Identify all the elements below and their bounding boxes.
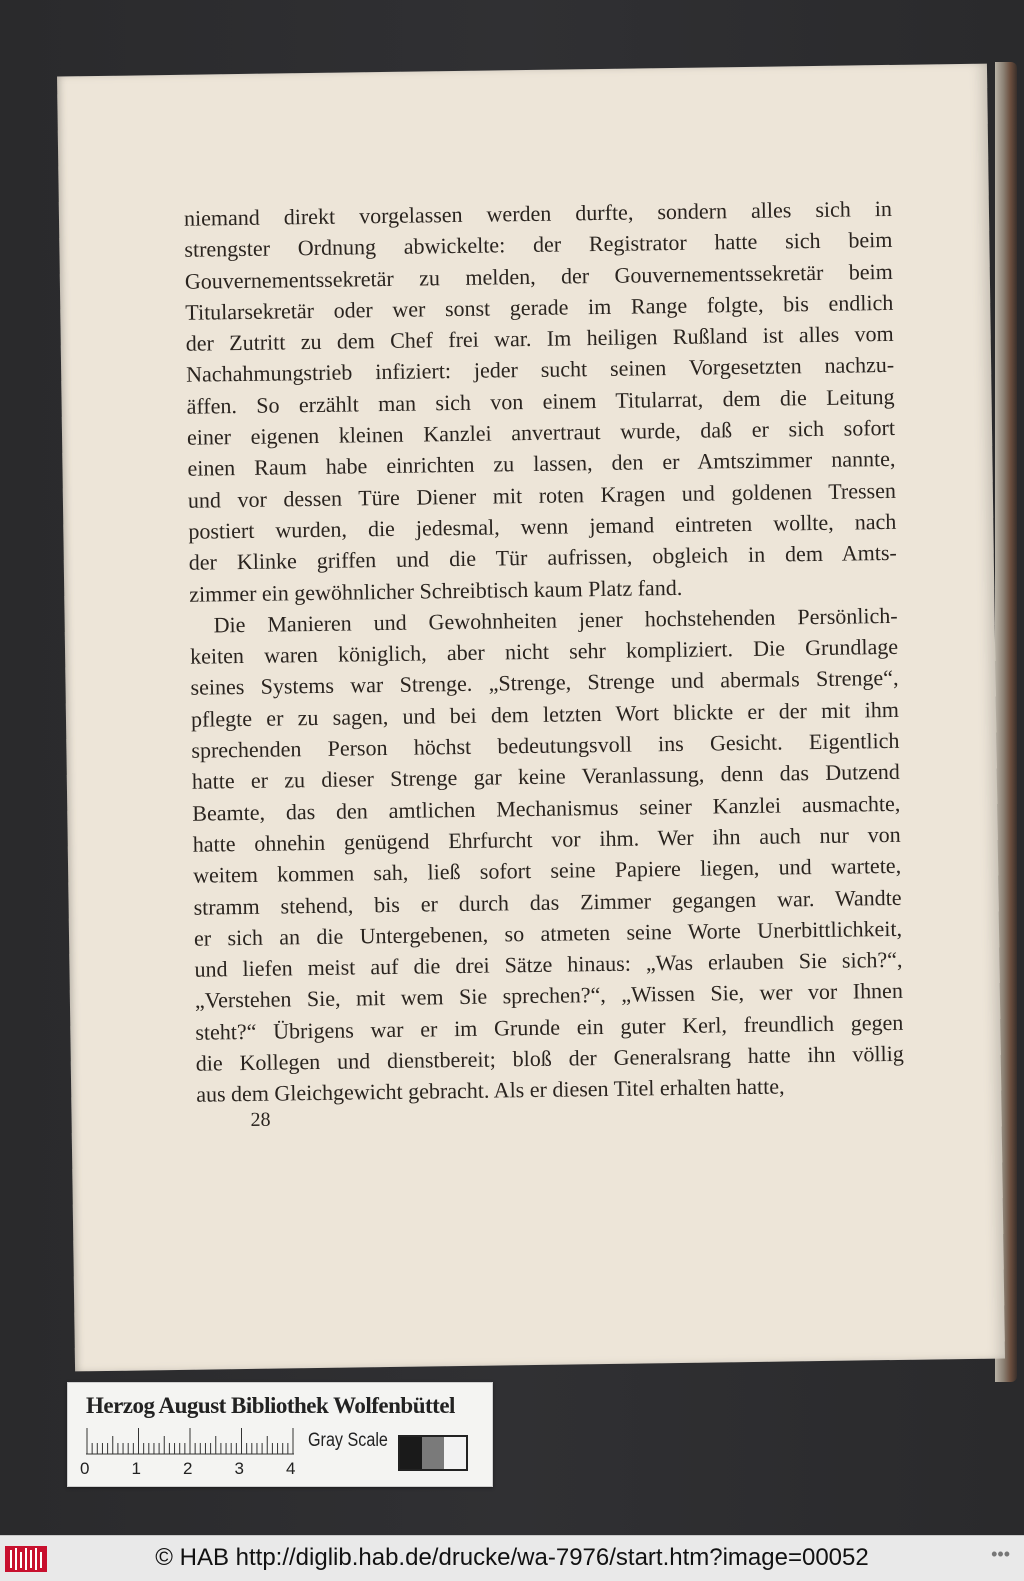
text-line: äffen. So erzählt man sich von einem Titularrat, dem die Leitung [186, 383, 895, 419]
text-line: der Zutritt zu dem Chef frei war. Im heiligen Rußland ist alles vom [185, 321, 894, 356]
gray-scale-swatch [398, 1435, 468, 1471]
text-line: die Kollegen und dienstbereit; bloß der Generalsrang hatte ihn völlig [195, 1040, 904, 1076]
ruler-number: 0 [80, 1459, 90, 1478]
text-line: Gouvernementssekretär zu melden, der Gouvernementssekretär beim [184, 258, 893, 294]
text-line: zimmer ein gewöhnlicher Schreibtisch kaum Platz fand. [189, 574, 683, 607]
page-text [184, 193, 905, 1110]
text-line: weitem kommen sah, ließ sofort seine Papiere liegen, und wartete, [192, 853, 902, 888]
ruler-scale [86, 1427, 296, 1455]
text-line: einer eigenen kleinen Kanzlei anvertraut wurde, daß er sich sofort [186, 414, 896, 450]
gray-swatch-cell [422, 1437, 444, 1469]
text-line: pflegte er zu sagen, und bei dem letzten Wort blickte er der mit ihm [190, 696, 900, 732]
text-line: postiert wurden, die jedesmal, wenn jemand eintreten wollte, nach [188, 508, 897, 544]
ruler-number: 4 [286, 1459, 296, 1478]
text-line: steht?“ Übrigens war er im Grunde ein guter Kerl, freundlich gegen [195, 1009, 904, 1045]
text-line: Nachahmungstrieb infiziert: jeder sucht seinen Vorgesetzten nachzu- [186, 352, 895, 388]
gray-scale-label: Gray Scale [308, 1430, 388, 1451]
text-line: einen Raum habe einrichten zu lassen, den er Amtszimmer nannte, [187, 446, 896, 482]
source-url-link[interactable]: © HAB http://diglib.hab.de/drucke/wa-7976/start.htm?image=00052 [155, 1544, 869, 1571]
text-line: stramm stehend, bis er durch das Zimmer gegangen war. Wandte [193, 884, 902, 920]
text-line: „Verstehen Sie, mit wem Sie sprechen?“, „Wissen Sie, wer vor Ihnen [194, 978, 904, 1014]
text-line: aus dem Gleichgewicht gebracht. Als er diesen Titel erhalten hatte, [196, 1073, 785, 1108]
text-line: Beamte, das den amtlichen Mechanismus seiner Kanzlei ausmachte, [192, 790, 901, 826]
text-line: und liefen meist auf die drei Sätze hinaus: „Was erlauben Sie sich?“, [194, 946, 903, 982]
text-line: Titularsekretär oder wer sonst gerade im Range folgte, bis endlich [185, 289, 894, 325]
ruler-number: 2 [183, 1459, 193, 1478]
text-line: er sich an die Untergebenen, so atmeten seine Worte Unerbittlichkeit, [193, 915, 903, 951]
library-label-card [67, 1382, 493, 1487]
text-line: strengster Ordnung abwickelte: der Registrator hatte sich beim [184, 227, 893, 263]
footer-bar [0, 1535, 1024, 1581]
text-line: hatte ohnehin genügend Ehrfurcht vor ihm. Wer ihn auch nur von [192, 821, 901, 857]
more-menu-icon[interactable]: ••• [991, 1544, 1010, 1564]
page-number: 28 [250, 1108, 271, 1131]
ruler-number: 1 [131, 1459, 141, 1478]
text-line: Die Manieren und Gewohnheiten jener hochstehenden Persönlich- [213, 602, 898, 638]
text-line: niemand direkt vorgelassen werden durfte, sondern alles sich in [183, 195, 893, 231]
book-page [57, 64, 1005, 1372]
library-name: Herzog August Bibliothek Wolfenbüttel [86, 1393, 455, 1418]
text-line: und vor dessen Türe Diener mit roten Kragen und goldenen Tressen [187, 477, 897, 513]
gray-swatch-cell [400, 1437, 422, 1469]
text-line: hatte er zu dieser Strenge gar keine Veranlassung, denn das Dutzend [191, 759, 900, 795]
gray-swatch-cell [444, 1437, 466, 1469]
text-line: sprechenden Person höchst bedeutungsvoll ins Gesicht. Eigentlich [191, 727, 900, 763]
text-line: der Klinke griffen und die Tür aufrissen, obgleich in dem Amts- [188, 540, 897, 576]
ruler-number: 3 [234, 1459, 244, 1478]
text-line: keiten waren königlich, aber nicht sehr kompliziert. Die Grundlage [189, 634, 899, 669]
text-line: seines Systems war Strenge. „Strenge, Strenge und abermals Strenge“, [190, 665, 899, 701]
